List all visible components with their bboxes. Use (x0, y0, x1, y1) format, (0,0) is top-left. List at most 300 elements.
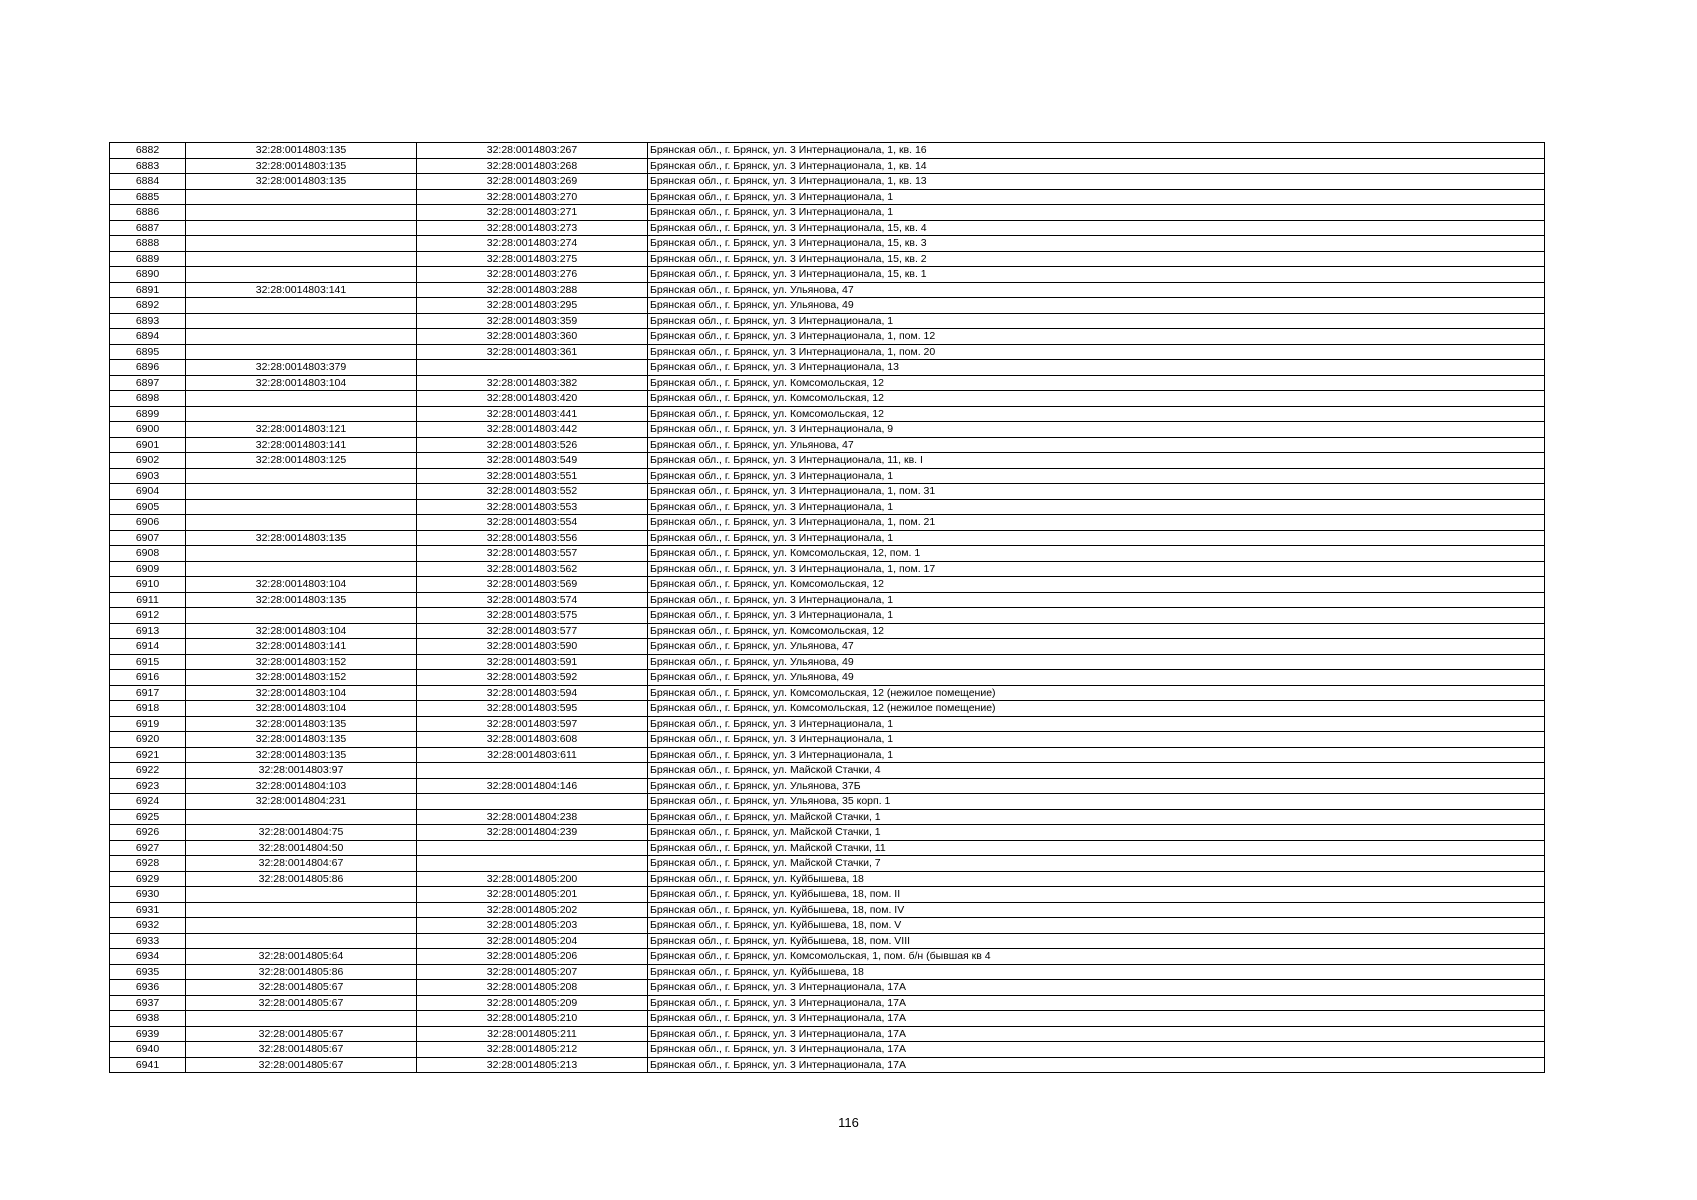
address-cell: Брянская обл., г. Брянск, ул. 3 Интернационала, 17А (648, 1026, 1545, 1042)
property-registry-table (109, 142, 1545, 1073)
address-cell: Брянская обл., г. Брянск, ул. 3 Интернационала, 1 (648, 499, 1545, 515)
land-plot-cadastral-number-cell: 32:28:0014803:104 (186, 685, 417, 701)
table-row (110, 887, 1545, 903)
object-cadastral-number-cell: 32:28:0014803:269 (417, 174, 648, 190)
address-cell: Брянская обл., г. Брянск, ул. Куйбышева, 18, пом. II (648, 887, 1545, 903)
row-number-cell: 6896 (110, 360, 186, 376)
land-plot-cadastral-number-cell (186, 608, 417, 624)
address-cell: Брянская обл., г. Брянск, ул. Комсомольская, 12 (648, 375, 1545, 391)
row-number-cell: 6895 (110, 344, 186, 360)
row-number-cell: 6898 (110, 391, 186, 407)
table-row (110, 360, 1545, 376)
object-cadastral-number-cell: 32:28:0014803:288 (417, 282, 648, 298)
address-cell: Брянская обл., г. Брянск, ул. Ульянова, 47 (648, 437, 1545, 453)
row-number-cell: 6924 (110, 794, 186, 810)
object-cadastral-number-cell: 32:28:0014803:442 (417, 422, 648, 438)
row-number-cell: 6938 (110, 1011, 186, 1027)
table-row (110, 871, 1545, 887)
row-number-cell: 6894 (110, 329, 186, 345)
object-cadastral-number-cell: 32:28:0014805:206 (417, 949, 648, 965)
address-cell: Брянская обл., г. Брянск, ул. 3 Интернационала, 1 (648, 313, 1545, 329)
row-number-cell: 6888 (110, 236, 186, 252)
row-number-cell: 6940 (110, 1042, 186, 1058)
address-cell: Брянская обл., г. Брянск, ул. Ульянова, 35 корп. 1 (648, 794, 1545, 810)
address-cell: Брянская обл., г. Брянск, ул. 3 Интернационала, 17А (648, 1057, 1545, 1073)
land-plot-cadastral-number-cell (186, 298, 417, 314)
address-cell: Брянская обл., г. Брянск, ул. 3 Интернационала, 11, кв. I (648, 453, 1545, 469)
object-cadastral-number-cell: 32:28:0014803:549 (417, 453, 648, 469)
table-row (110, 1011, 1545, 1027)
object-cadastral-number-cell: 32:28:0014803:268 (417, 158, 648, 174)
object-cadastral-number-cell: 32:28:0014803:594 (417, 685, 648, 701)
object-cadastral-number-cell: 32:28:0014803:361 (417, 344, 648, 360)
table-row (110, 406, 1545, 422)
row-number-cell: 6939 (110, 1026, 186, 1042)
land-plot-cadastral-number-cell (186, 236, 417, 252)
row-number-cell: 6892 (110, 298, 186, 314)
object-cadastral-number-cell (417, 794, 648, 810)
address-cell: Брянская обл., г. Брянск, ул. Куйбышева, 18, пом. VIII (648, 933, 1545, 949)
table-row (110, 732, 1545, 748)
table-row (110, 685, 1545, 701)
object-cadastral-number-cell (417, 763, 648, 779)
object-cadastral-number-cell: 32:28:0014803:274 (417, 236, 648, 252)
object-cadastral-number-cell: 32:28:0014805:209 (417, 995, 648, 1011)
row-number-cell: 6923 (110, 778, 186, 794)
land-plot-cadastral-number-cell: 32:28:0014803:135 (186, 143, 417, 159)
row-number-cell: 6926 (110, 825, 186, 841)
table-row (110, 778, 1545, 794)
address-cell: Брянская обл., г. Брянск, ул. 3 Интернационала, 1, пом. 21 (648, 515, 1545, 531)
address-cell: Брянская обл., г. Брянск, ул. Майской Стачки, 11 (648, 840, 1545, 856)
row-number-cell: 6925 (110, 809, 186, 825)
land-plot-cadastral-number-cell: 32:28:0014804:67 (186, 856, 417, 872)
land-plot-cadastral-number-cell (186, 329, 417, 345)
row-number-cell: 6893 (110, 313, 186, 329)
table-row (110, 546, 1545, 562)
row-number-cell: 6900 (110, 422, 186, 438)
address-cell: Брянская обл., г. Брянск, ул. Ульянова, 37Б (648, 778, 1545, 794)
table-row (110, 980, 1545, 996)
row-number-cell: 6908 (110, 546, 186, 562)
land-plot-cadastral-number-cell: 32:28:0014803:141 (186, 639, 417, 655)
address-cell: Брянская обл., г. Брянск, ул. 3 Интернационала, 17А (648, 995, 1545, 1011)
address-cell: Брянская обл., г. Брянск, ул. Майской Стачки, 1 (648, 809, 1545, 825)
table-row (110, 995, 1545, 1011)
row-number-cell: 6922 (110, 763, 186, 779)
table-row (110, 484, 1545, 500)
row-number-cell: 6883 (110, 158, 186, 174)
land-plot-cadastral-number-cell (186, 391, 417, 407)
land-plot-cadastral-number-cell: 32:28:0014805:86 (186, 964, 417, 980)
object-cadastral-number-cell: 32:28:0014803:359 (417, 313, 648, 329)
row-number-cell: 6932 (110, 918, 186, 934)
object-cadastral-number-cell: 32:28:0014804:146 (417, 778, 648, 794)
object-cadastral-number-cell (417, 856, 648, 872)
row-number-cell: 6889 (110, 251, 186, 267)
address-cell: Брянская обл., г. Брянск, ул. Ульянова, 47 (648, 639, 1545, 655)
land-plot-cadastral-number-cell: 32:28:0014803:135 (186, 530, 417, 546)
object-cadastral-number-cell: 32:28:0014805:207 (417, 964, 648, 980)
row-number-cell: 6936 (110, 980, 186, 996)
land-plot-cadastral-number-cell: 32:28:0014803:152 (186, 670, 417, 686)
row-number-cell: 6906 (110, 515, 186, 531)
object-cadastral-number-cell: 32:28:0014803:595 (417, 701, 648, 717)
row-number-cell: 6927 (110, 840, 186, 856)
table-row (110, 856, 1545, 872)
table-row (110, 344, 1545, 360)
row-number-cell: 6931 (110, 902, 186, 918)
land-plot-cadastral-number-cell: 32:28:0014803:135 (186, 747, 417, 763)
object-cadastral-number-cell: 32:28:0014803:441 (417, 406, 648, 422)
address-cell: Брянская обл., г. Брянск, ул. 3 Интернационала, 1 (648, 732, 1545, 748)
object-cadastral-number-cell: 32:28:0014803:275 (417, 251, 648, 267)
land-plot-cadastral-number-cell (186, 887, 417, 903)
land-plot-cadastral-number-cell: 32:28:0014803:135 (186, 732, 417, 748)
land-plot-cadastral-number-cell (186, 499, 417, 515)
address-cell: Брянская обл., г. Брянск, ул. 3 Интернационала, 1 (648, 189, 1545, 205)
row-number-cell: 6907 (110, 530, 186, 546)
row-number-cell: 6911 (110, 592, 186, 608)
address-cell: Брянская обл., г. Брянск, ул. 3 Интернационала, 17А (648, 980, 1545, 996)
address-cell: Брянская обл., г. Брянск, ул. 3 Интернационала, 15, кв. 1 (648, 267, 1545, 283)
land-plot-cadastral-number-cell: 32:28:0014803:104 (186, 701, 417, 717)
table-row (110, 1057, 1545, 1073)
object-cadastral-number-cell: 32:28:0014803:295 (417, 298, 648, 314)
object-cadastral-number-cell: 32:28:0014803:270 (417, 189, 648, 205)
address-cell: Брянская обл., г. Брянск, ул. Комсомольская, 12 (648, 391, 1545, 407)
address-cell: Брянская обл., г. Брянск, ул. 3 Интернационала, 1, пом. 17 (648, 561, 1545, 577)
table-row (110, 313, 1545, 329)
table-row (110, 391, 1545, 407)
address-cell: Брянская обл., г. Брянск, ул. 3 Интернационала, 1 (648, 716, 1545, 732)
table-row (110, 918, 1545, 934)
row-number-cell: 6905 (110, 499, 186, 515)
object-cadastral-number-cell (417, 360, 648, 376)
object-cadastral-number-cell: 32:28:0014803:271 (417, 205, 648, 221)
land-plot-cadastral-number-cell (186, 484, 417, 500)
land-plot-cadastral-number-cell: 32:28:0014803:379 (186, 360, 417, 376)
row-number-cell: 6886 (110, 205, 186, 221)
address-cell: Брянская обл., г. Брянск, ул. 3 Интернационала, 13 (648, 360, 1545, 376)
row-number-cell: 6882 (110, 143, 186, 159)
address-cell: Брянская обл., г. Брянск, ул. 3 Интернационала, 1, пом. 12 (648, 329, 1545, 345)
land-plot-cadastral-number-cell: 32:28:0014805:67 (186, 995, 417, 1011)
table-row (110, 1026, 1545, 1042)
land-plot-cadastral-number-cell (186, 220, 417, 236)
object-cadastral-number-cell: 32:28:0014805:213 (417, 1057, 648, 1073)
table-row (110, 468, 1545, 484)
object-cadastral-number-cell: 32:28:0014803:553 (417, 499, 648, 515)
row-number-cell: 6941 (110, 1057, 186, 1073)
land-plot-cadastral-number-cell (186, 918, 417, 934)
address-cell: Брянская обл., г. Брянск, ул. Майской Стачки, 4 (648, 763, 1545, 779)
address-cell: Брянская обл., г. Брянск, ул. 3 Интернационала, 1 (648, 468, 1545, 484)
land-plot-cadastral-number-cell: 32:28:0014803:135 (186, 158, 417, 174)
address-cell: Брянская обл., г. Брянск, ул. 3 Интернационала, 15, кв. 3 (648, 236, 1545, 252)
address-cell: Брянская обл., г. Брянск, ул. Комсомольская, 12, пом. 1 (648, 546, 1545, 562)
object-cadastral-number-cell (417, 840, 648, 856)
object-cadastral-number-cell: 32:28:0014803:569 (417, 577, 648, 593)
land-plot-cadastral-number-cell (186, 344, 417, 360)
row-number-cell: 6904 (110, 484, 186, 500)
row-number-cell: 6885 (110, 189, 186, 205)
land-plot-cadastral-number-cell: 32:28:0014803:125 (186, 453, 417, 469)
object-cadastral-number-cell: 32:28:0014803:597 (417, 716, 648, 732)
table-row (110, 143, 1545, 159)
row-number-cell: 6902 (110, 453, 186, 469)
address-cell: Брянская обл., г. Брянск, ул. Куйбышева, 18, пом. IV (648, 902, 1545, 918)
address-cell: Брянская обл., г. Брянск, ул. 3 Интернационала, 1, пом. 20 (648, 344, 1545, 360)
object-cadastral-number-cell: 32:28:0014805:208 (417, 980, 648, 996)
table-row (110, 174, 1545, 190)
object-cadastral-number-cell: 32:28:0014803:608 (417, 732, 648, 748)
land-plot-cadastral-number-cell: 32:28:0014805:64 (186, 949, 417, 965)
address-cell: Брянская обл., г. Брянск, ул. Куйбышева, 18 (648, 871, 1545, 887)
land-plot-cadastral-number-cell (186, 189, 417, 205)
row-number-cell: 6903 (110, 468, 186, 484)
row-number-cell: 6891 (110, 282, 186, 298)
row-number-cell: 6929 (110, 871, 186, 887)
row-number-cell: 6928 (110, 856, 186, 872)
address-cell: Брянская обл., г. Брянск, ул. Комсомольская, 12 (648, 623, 1545, 639)
object-cadastral-number-cell: 32:28:0014803:591 (417, 654, 648, 670)
row-number-cell: 6916 (110, 670, 186, 686)
land-plot-cadastral-number-cell: 32:28:0014803:104 (186, 375, 417, 391)
table-row (110, 251, 1545, 267)
object-cadastral-number-cell: 32:28:0014803:590 (417, 639, 648, 655)
object-cadastral-number-cell: 32:28:0014803:273 (417, 220, 648, 236)
table-row (110, 933, 1545, 949)
land-plot-cadastral-number-cell: 32:28:0014804:103 (186, 778, 417, 794)
row-number-cell: 6901 (110, 437, 186, 453)
land-plot-cadastral-number-cell: 32:28:0014805:67 (186, 1026, 417, 1042)
table-row (110, 592, 1545, 608)
address-cell: Брянская обл., г. Брянск, ул. 3 Интернационала, 1, кв. 13 (648, 174, 1545, 190)
land-plot-cadastral-number-cell: 32:28:0014803:141 (186, 282, 417, 298)
row-number-cell: 6914 (110, 639, 186, 655)
address-cell: Брянская обл., г. Брянск, ул. Ульянова, 49 (648, 670, 1545, 686)
table-row (110, 670, 1545, 686)
land-plot-cadastral-number-cell: 32:28:0014805:67 (186, 980, 417, 996)
table-row (110, 530, 1545, 546)
table-row (110, 949, 1545, 965)
address-cell: Брянская обл., г. Брянск, ул. 3 Интернационала, 15, кв. 4 (648, 220, 1545, 236)
object-cadastral-number-cell: 32:28:0014803:557 (417, 546, 648, 562)
table-row (110, 840, 1545, 856)
address-cell: Брянская обл., г. Брянск, ул. 3 Интернационала, 1 (648, 747, 1545, 763)
object-cadastral-number-cell: 32:28:0014803:552 (417, 484, 648, 500)
object-cadastral-number-cell: 32:28:0014803:526 (417, 437, 648, 453)
row-number-cell: 6913 (110, 623, 186, 639)
object-cadastral-number-cell: 32:28:0014804:239 (417, 825, 648, 841)
land-plot-cadastral-number-cell: 32:28:0014803:135 (186, 716, 417, 732)
table-row (110, 205, 1545, 221)
address-cell: Брянская обл., г. Брянск, ул. Ульянова, 49 (648, 654, 1545, 670)
table-row (110, 608, 1545, 624)
land-plot-cadastral-number-cell: 32:28:0014803:135 (186, 174, 417, 190)
object-cadastral-number-cell: 32:28:0014803:556 (417, 530, 648, 546)
table-row (110, 158, 1545, 174)
row-number-cell: 6897 (110, 375, 186, 391)
land-plot-cadastral-number-cell: 32:28:0014803:121 (186, 422, 417, 438)
address-cell: Брянская обл., г. Брянск, ул. 3 Интернационала, 1 (648, 530, 1545, 546)
address-cell: Брянская обл., г. Брянск, ул. Куйбышева, 18, пом. V (648, 918, 1545, 934)
table-row (110, 267, 1545, 283)
row-number-cell: 6921 (110, 747, 186, 763)
address-cell: Брянская обл., г. Брянск, ул. Комсомольская, 12 (648, 577, 1545, 593)
table-row (110, 189, 1545, 205)
row-number-cell: 6920 (110, 732, 186, 748)
object-cadastral-number-cell: 32:28:0014803:611 (417, 747, 648, 763)
table-row (110, 825, 1545, 841)
object-cadastral-number-cell: 32:28:0014805:200 (417, 871, 648, 887)
land-plot-cadastral-number-cell: 32:28:0014803:152 (186, 654, 417, 670)
address-cell: Брянская обл., г. Брянск, ул. 3 Интернационала, 1, кв. 16 (648, 143, 1545, 159)
land-plot-cadastral-number-cell (186, 561, 417, 577)
row-number-cell: 6899 (110, 406, 186, 422)
land-plot-cadastral-number-cell: 32:28:0014803:135 (186, 592, 417, 608)
table-row (110, 902, 1545, 918)
table-row (110, 809, 1545, 825)
object-cadastral-number-cell: 32:28:0014803:577 (417, 623, 648, 639)
object-cadastral-number-cell: 32:28:0014803:551 (417, 468, 648, 484)
row-number-cell: 6910 (110, 577, 186, 593)
object-cadastral-number-cell: 32:28:0014805:201 (417, 887, 648, 903)
row-number-cell: 6917 (110, 685, 186, 701)
table-row (110, 375, 1545, 391)
land-plot-cadastral-number-cell (186, 809, 417, 825)
row-number-cell: 6887 (110, 220, 186, 236)
object-cadastral-number-cell: 32:28:0014805:211 (417, 1026, 648, 1042)
land-plot-cadastral-number-cell: 32:28:0014805:86 (186, 871, 417, 887)
row-number-cell: 6934 (110, 949, 186, 965)
address-cell: Брянская обл., г. Брянск, ул. Комсомольская, 1, пом. б/н (бывшая кв 4 (648, 949, 1545, 965)
land-plot-cadastral-number-cell: 32:28:0014805:67 (186, 1057, 417, 1073)
address-cell: Брянская обл., г. Брянск, ул. 3 Интернационала, 1 (648, 592, 1545, 608)
row-number-cell: 6884 (110, 174, 186, 190)
address-cell: Брянская обл., г. Брянск, ул. Куйбышева, 18 (648, 964, 1545, 980)
land-plot-cadastral-number-cell: 32:28:0014803:104 (186, 623, 417, 639)
land-plot-cadastral-number-cell: 32:28:0014804:231 (186, 794, 417, 810)
table-row (110, 577, 1545, 593)
table-row (110, 515, 1545, 531)
object-cadastral-number-cell: 32:28:0014804:238 (417, 809, 648, 825)
row-number-cell: 6912 (110, 608, 186, 624)
address-cell: Брянская обл., г. Брянск, ул. Комсомольская, 12 (нежилое помещение) (648, 685, 1545, 701)
land-plot-cadastral-number-cell (186, 902, 417, 918)
table-row (110, 701, 1545, 717)
land-plot-cadastral-number-cell: 32:28:0014805:67 (186, 1042, 417, 1058)
registry-body (110, 143, 1545, 1073)
object-cadastral-number-cell: 32:28:0014805:203 (417, 918, 648, 934)
row-number-cell: 6890 (110, 267, 186, 283)
table-row (110, 654, 1545, 670)
address-cell: Брянская обл., г. Брянск, ул. Комсомольская, 12 (648, 406, 1545, 422)
land-plot-cadastral-number-cell (186, 251, 417, 267)
land-plot-cadastral-number-cell (186, 267, 417, 283)
land-plot-cadastral-number-cell (186, 546, 417, 562)
land-plot-cadastral-number-cell (186, 468, 417, 484)
land-plot-cadastral-number-cell: 32:28:0014803:97 (186, 763, 417, 779)
address-cell: Брянская обл., г. Брянск, ул. 3 Интернационала, 15, кв. 2 (648, 251, 1545, 267)
row-number-cell: 6930 (110, 887, 186, 903)
table-row (110, 763, 1545, 779)
row-number-cell: 6933 (110, 933, 186, 949)
row-number-cell: 6915 (110, 654, 186, 670)
object-cadastral-number-cell: 32:28:0014805:204 (417, 933, 648, 949)
table-row (110, 236, 1545, 252)
address-cell: Брянская обл., г. Брянск, ул. 3 Интернационала, 17А (648, 1011, 1545, 1027)
land-plot-cadastral-number-cell (186, 205, 417, 221)
table-row (110, 964, 1545, 980)
land-plot-cadastral-number-cell: 32:28:0014803:104 (186, 577, 417, 593)
address-cell: Брянская обл., г. Брянск, ул. Ульянова, 49 (648, 298, 1545, 314)
land-plot-cadastral-number-cell (186, 1011, 417, 1027)
table-row (110, 453, 1545, 469)
land-plot-cadastral-number-cell: 32:28:0014804:75 (186, 825, 417, 841)
row-number-cell: 6919 (110, 716, 186, 732)
table-row (110, 282, 1545, 298)
object-cadastral-number-cell: 32:28:0014803:554 (417, 515, 648, 531)
object-cadastral-number-cell: 32:28:0014803:360 (417, 329, 648, 345)
land-plot-cadastral-number-cell (186, 933, 417, 949)
address-cell: Брянская обл., г. Брянск, ул. 3 Интернационала, 9 (648, 422, 1545, 438)
address-cell: Брянская обл., г. Брянск, ул. Майской Стачки, 1 (648, 825, 1545, 841)
table-row (110, 329, 1545, 345)
table-row (110, 499, 1545, 515)
address-cell: Брянская обл., г. Брянск, ул. Комсомольская, 12 (нежилое помещение) (648, 701, 1545, 717)
table-row (110, 747, 1545, 763)
address-cell: Брянская обл., г. Брянск, ул. Ульянова, 47 (648, 282, 1545, 298)
table-row (110, 639, 1545, 655)
row-number-cell: 6918 (110, 701, 186, 717)
table-row (110, 716, 1545, 732)
object-cadastral-number-cell: 32:28:0014803:420 (417, 391, 648, 407)
object-cadastral-number-cell: 32:28:0014803:382 (417, 375, 648, 391)
land-plot-cadastral-number-cell: 32:28:0014804:50 (186, 840, 417, 856)
object-cadastral-number-cell: 32:28:0014803:267 (417, 143, 648, 159)
land-plot-cadastral-number-cell (186, 313, 417, 329)
table-row (110, 1042, 1545, 1058)
row-number-cell: 6909 (110, 561, 186, 577)
table-row (110, 437, 1545, 453)
table-row (110, 220, 1545, 236)
object-cadastral-number-cell: 32:28:0014803:592 (417, 670, 648, 686)
address-cell: Брянская обл., г. Брянск, ул. 3 Интернационала, 1 (648, 205, 1545, 221)
table-row (110, 623, 1545, 639)
land-plot-cadastral-number-cell (186, 515, 417, 531)
table-row (110, 794, 1545, 810)
table-row (110, 561, 1545, 577)
object-cadastral-number-cell: 32:28:0014805:212 (417, 1042, 648, 1058)
address-cell: Брянская обл., г. Брянск, ул. Майской Стачки, 7 (648, 856, 1545, 872)
page-number: 116 (838, 1115, 859, 1130)
object-cadastral-number-cell: 32:28:0014805:210 (417, 1011, 648, 1027)
table-row (110, 422, 1545, 438)
object-cadastral-number-cell: 32:28:0014803:276 (417, 267, 648, 283)
row-number-cell: 6937 (110, 995, 186, 1011)
object-cadastral-number-cell: 32:28:0014803:574 (417, 592, 648, 608)
object-cadastral-number-cell: 32:28:0014803:575 (417, 608, 648, 624)
land-plot-cadastral-number-cell: 32:28:0014803:141 (186, 437, 417, 453)
land-plot-cadastral-number-cell (186, 406, 417, 422)
address-cell: Брянская обл., г. Брянск, ул. 3 Интернационала, 1 (648, 608, 1545, 624)
address-cell: Брянская обл., г. Брянск, ул. 3 Интернационала, 1, кв. 14 (648, 158, 1545, 174)
row-number-cell: 6935 (110, 964, 186, 980)
object-cadastral-number-cell: 32:28:0014803:562 (417, 561, 648, 577)
table-row (110, 298, 1545, 314)
